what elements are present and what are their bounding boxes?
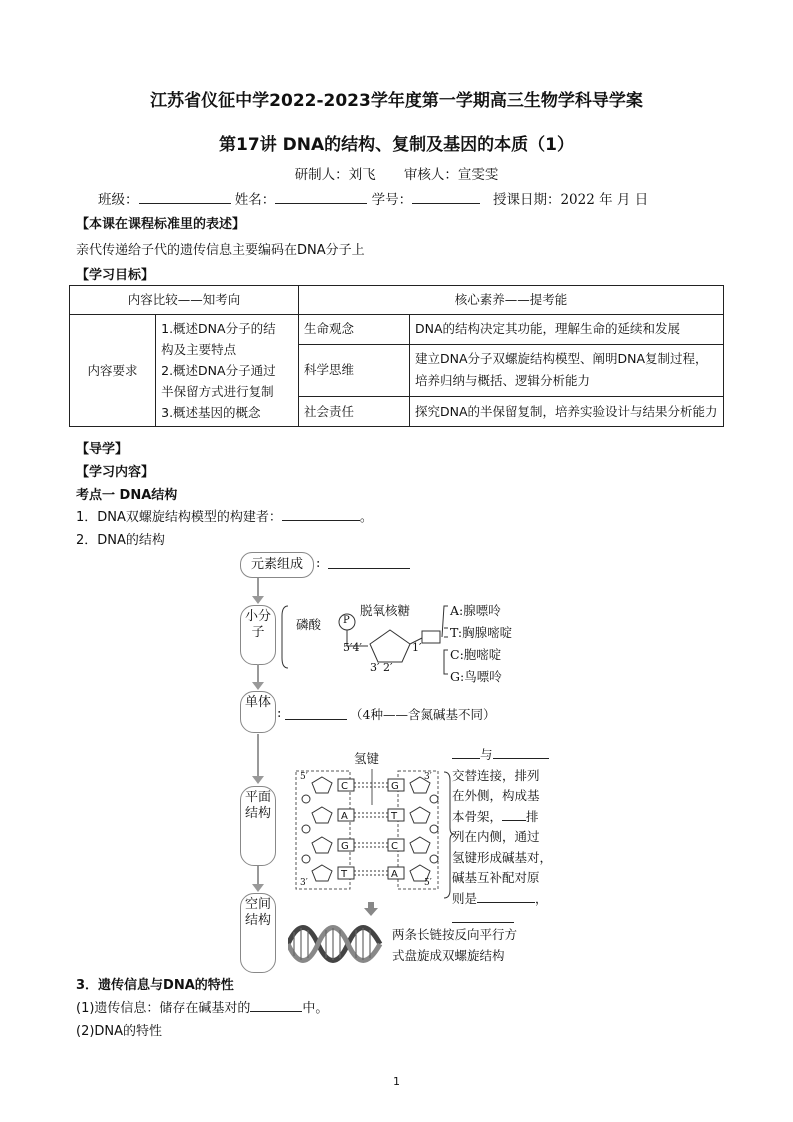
requirement-label: 内容要求 xyxy=(70,315,156,427)
requirement-line: 2.概述DNA分子通过 xyxy=(161,363,276,378)
requirement-line: 构及主要特点 xyxy=(161,342,237,357)
id-blank[interactable] xyxy=(412,190,480,204)
section-3-item-1 xyxy=(76,997,328,1016)
phosphate-circle xyxy=(302,795,310,803)
flow-arrow-head xyxy=(252,596,264,604)
p-symbol: P xyxy=(343,615,350,626)
sugar-pentagon xyxy=(312,777,332,793)
desc-text: 在外侧，构成基 xyxy=(452,788,540,803)
end-label: 3′ xyxy=(300,878,308,888)
sugar-pentagon xyxy=(410,807,430,823)
carbon-1-label: 1′ xyxy=(412,641,422,654)
requirement-line: 半保留方式进行复制 xyxy=(161,384,274,399)
answer-blank[interactable] xyxy=(502,807,526,821)
goals-table xyxy=(69,285,724,427)
planar-node: 平面结构 xyxy=(240,786,276,866)
question-1-text: 1．DNA双螺旋结构模型的构建者： xyxy=(76,510,282,525)
base-guanine: G:鸟嘌呤 xyxy=(450,669,502,684)
desc-text: 则是 xyxy=(452,890,478,906)
desc-text: 两条长链按反向平行方 xyxy=(392,927,518,942)
point-title: 考点一 DNA结构 xyxy=(76,488,178,503)
left-brace xyxy=(282,606,288,668)
sugar-pentagon xyxy=(370,630,410,662)
base-letter: A xyxy=(341,811,348,822)
desc-text: 氢键形成碱基对， xyxy=(452,849,553,865)
sugar-pentagon xyxy=(312,837,332,853)
goals-col1-header: 内容比较——知考向 xyxy=(70,286,299,315)
requirement-list xyxy=(156,315,299,427)
flow-arrow-head xyxy=(252,776,264,784)
literacy-name: 科学思维 xyxy=(299,344,410,396)
name-blank[interactable] xyxy=(275,190,367,204)
question-1-end: 。 xyxy=(359,510,373,525)
phosphate-label: 磷酸 xyxy=(296,617,322,632)
phosphate-circle xyxy=(430,855,438,863)
sugar-pentagon xyxy=(312,807,332,823)
deoxyribose-label: 脱氧核糖 xyxy=(360,603,411,618)
double-helix-image xyxy=(288,922,383,966)
question-2: 2．DNA的结构 xyxy=(76,533,165,548)
sugar-pentagon xyxy=(410,837,430,853)
end-label: 5′ xyxy=(424,878,432,888)
colon: : xyxy=(316,556,321,571)
date-label: 授课日期：2022 年 月 日 xyxy=(492,192,649,208)
answer-blank[interactable] xyxy=(452,909,514,923)
answer-blank[interactable] xyxy=(493,745,549,759)
phosphate-circle xyxy=(430,795,438,803)
carbon-3-2-label: 3′ 2′ xyxy=(370,661,393,674)
requirement-line: 3.概述基因的概念 xyxy=(161,405,261,420)
base-letter: T xyxy=(391,811,398,822)
spatial-description xyxy=(392,924,517,966)
sugar-pentagon xyxy=(312,865,332,881)
literacy-name: 社会责任 xyxy=(299,397,410,427)
literacy-name: 生命观念 xyxy=(299,315,410,345)
small-molecule-node: 小分子 xyxy=(240,605,276,665)
flow-arrow-head xyxy=(252,682,264,690)
answer-blank[interactable] xyxy=(282,507,360,521)
carbon-5-4-label: 5′4′ xyxy=(343,641,362,654)
page-number: 1 xyxy=(393,1075,400,1088)
question-1 xyxy=(76,506,373,525)
class-label: 班级： xyxy=(98,192,139,208)
dna-planar-drawing xyxy=(292,765,452,895)
flow-arrow xyxy=(257,734,259,778)
desc-text: 式盘旋成双螺旋结构 xyxy=(392,948,505,963)
planar-description xyxy=(452,745,552,930)
colon: : xyxy=(277,706,282,721)
flow-arrow xyxy=(257,866,259,886)
literacy-desc: 建立DNA分子双螺旋结构模型、阐明DNA复制过程，培养归纳与概括、逻辑分析能力 xyxy=(410,344,724,396)
desc-text: 与 xyxy=(480,747,493,762)
author: 研制人：刘飞 xyxy=(294,167,376,183)
monomer-blank[interactable] xyxy=(285,706,347,720)
base-letter: G xyxy=(391,781,399,792)
item-end: 中。 xyxy=(302,1001,329,1016)
down-arrow-icon xyxy=(364,902,378,918)
elements-node: 元素组成 xyxy=(240,552,314,578)
standard-text: 亲代传递给子代的遗传信息主要编码在DNA分子上 xyxy=(76,243,365,258)
base-box xyxy=(422,631,440,643)
desc-text: 交替连接，排列 xyxy=(452,767,540,783)
lesson-title: 第17讲 DNA的结构、复制及基因的本质（1） xyxy=(219,135,574,155)
elements-blank[interactable] xyxy=(328,555,410,569)
item-text: (1)遗传信息：储存在碱基对的 xyxy=(76,1001,251,1016)
section-3-heading: 3．遗传信息与DNA的特性 xyxy=(76,978,234,993)
spatial-node: 空间结构 xyxy=(240,893,276,973)
desc-text: 排 xyxy=(526,808,539,824)
flow-arrow xyxy=(257,578,259,598)
class-blank[interactable] xyxy=(139,190,231,204)
authors-line xyxy=(0,163,793,183)
student-info-line xyxy=(98,188,648,208)
hydrogen-bond-label: 氢键 xyxy=(354,751,380,766)
base-letter: T xyxy=(341,869,348,880)
end-label: 5′ xyxy=(300,772,308,782)
answer-blank[interactable] xyxy=(477,889,535,903)
literacy-desc: DNA的结构决定其功能，理解生命的延续和发展 xyxy=(410,315,724,345)
standard-heading: 【本课在课程标准里的表述】 xyxy=(76,217,246,232)
base-letter: A xyxy=(391,869,398,880)
base-adenine: A:腺嘌呤 xyxy=(450,603,501,618)
desc-text: 碱基互补配对原 xyxy=(452,870,540,885)
goals-heading: 【学习目标】 xyxy=(76,268,155,283)
end-label: 3′ xyxy=(424,772,432,782)
reviewer: 审核人：宣雯雯 xyxy=(403,167,499,183)
base-cytosine: C:胞嘧啶 xyxy=(450,647,502,662)
phosphate-circle xyxy=(302,855,310,863)
monomer-note: （4种——含氮碱基不同） xyxy=(350,707,496,722)
base-letter: C xyxy=(391,841,398,852)
requirement-line: 1.概述DNA分子的结 xyxy=(161,321,276,336)
desc-text: ， xyxy=(535,890,548,906)
base-letter: C xyxy=(341,781,348,792)
flow-arrow xyxy=(257,664,259,684)
base-letter: G xyxy=(341,841,349,852)
section-3-item-2: (2)DNA的特性 xyxy=(76,1024,163,1039)
literacy-desc: 探究DNA的半保留复制，培养实验设计与结果分析能力 xyxy=(410,397,724,427)
name-label: 姓名： xyxy=(234,192,276,208)
answer-blank[interactable] xyxy=(452,745,480,759)
desc-text: 本骨架， xyxy=(452,808,503,824)
page-title: 江苏省仪征中学2022-2023学年度第一学期高三生物学科导学案 xyxy=(150,91,643,111)
flow-arrow-head xyxy=(252,884,264,892)
desc-text: 列在内侧，通过 xyxy=(452,829,540,844)
phosphate-circle xyxy=(302,825,310,833)
base-brace xyxy=(442,606,448,674)
content-heading: 【学习内容】 xyxy=(76,465,155,480)
phosphate-circle xyxy=(430,825,438,833)
id-label: 学号： xyxy=(371,192,413,208)
goals-col2-header: 核心素养——提考能 xyxy=(299,286,724,315)
monomer-node: 单体 xyxy=(240,691,276,733)
base-thymine: T:胸腺嘧啶 xyxy=(450,625,513,640)
answer-blank[interactable] xyxy=(250,998,302,1012)
guide-heading: 【导学】 xyxy=(76,442,129,457)
